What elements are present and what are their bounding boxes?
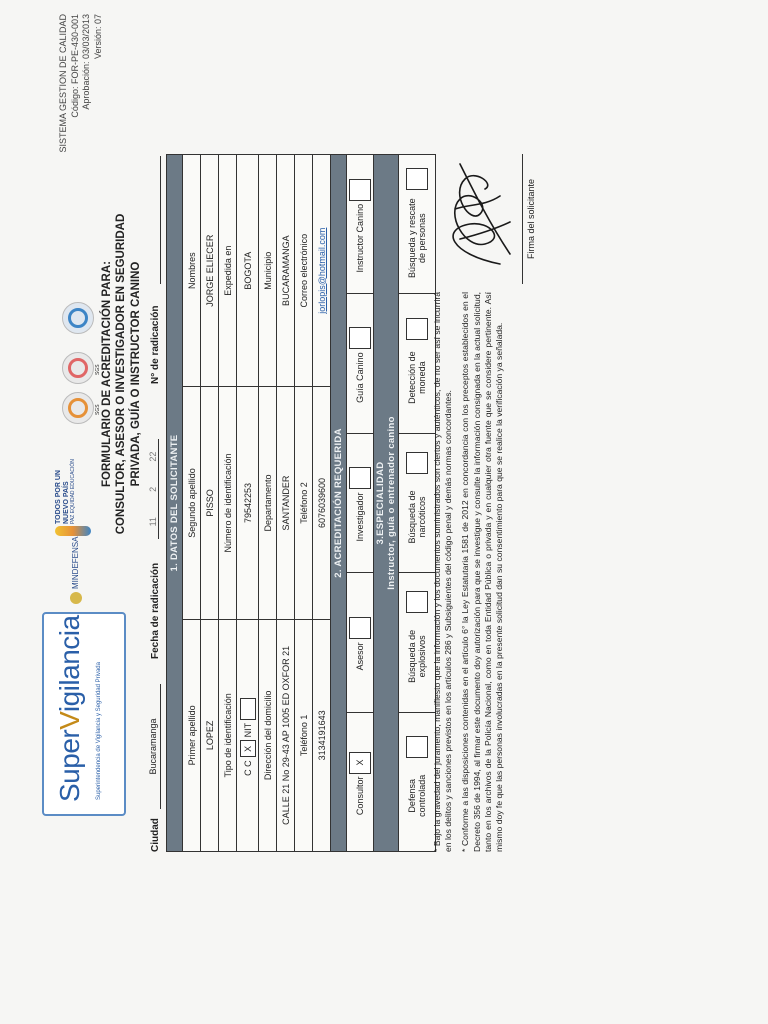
- date-month: 2: [148, 486, 158, 492]
- address-label: Dirección del domicilio: [259, 619, 276, 851]
- municipality-field[interactable]: BUCARAMANGA: [280, 235, 291, 306]
- instructor-canino-checkbox[interactable]: [349, 179, 371, 201]
- phone2-field[interactable]: 6076039600: [313, 386, 330, 618]
- busqueda-explosivos-checkbox[interactable]: [406, 591, 428, 613]
- section-2-header: 2. ACREDITACIÓN REQUERIDA: [331, 155, 347, 851]
- id-number-label: Número de identificación: [219, 386, 236, 618]
- city-field[interactable]: Bucaramanga: [148, 684, 161, 809]
- id-type-nit-label: NIT: [242, 722, 253, 738]
- values-row-id: [237, 155, 259, 851]
- application-form-table: [166, 154, 436, 852]
- labels-row-contact: [295, 155, 313, 851]
- oath-declaration: * Bajo la gravedad del juramento, manifiesto que la información y los documentos suministrados son ciertos y auténticos, de no ser así se incurrirá en los delitos y sanciones previstos en los artículos 286 y Subsiguientes del código penal y demás normas concordantes.: [432, 292, 454, 852]
- address-field[interactable]: CALLE 21 No 29-43 AP 1005 ED OXFOR 21: [277, 619, 294, 851]
- accreditation-options-row: [347, 155, 374, 851]
- guia-canino-checkbox[interactable]: [349, 327, 371, 349]
- option-asesor: Asesor: [347, 572, 373, 711]
- values-row-names: [201, 155, 219, 851]
- option-busqueda-explosivos: Búsqueda de explosivos: [399, 572, 435, 711]
- first-surname-field[interactable]: LOPEZ: [201, 619, 218, 851]
- municipality-label: Municipio: [262, 251, 273, 290]
- logo-brand-text: SuperVigilancia: [54, 615, 85, 802]
- department-field[interactable]: SANTANDER: [277, 386, 294, 618]
- declarations-text: [432, 292, 511, 852]
- mindefensa-logo: MINDEFENSA: [70, 534, 86, 604]
- quality-seal-icon: [62, 302, 94, 334]
- busqueda-rescate-checkbox[interactable]: [406, 168, 428, 190]
- option-investigador: Investigador: [347, 433, 373, 572]
- names-label: Nombres: [186, 252, 197, 289]
- labels-row-id: [219, 155, 237, 851]
- option-consultor: Consultor X: [347, 712, 373, 851]
- data-consent-declaration: * Conforme a las disposiciones contenidas en el artículo 6° la Ley Estatutaria 1581 de 2012 en concordancia con los preceptos establecidos en el Decreto 356 de 1994, al firmar este documento doy autorización para que se investigue y consulte la información consignada en la actual solicitud, tanto en los archivos de la Policía Nacional, como en toda Entidad Pública o privada y en cualquier otra fuente que se considere pertinente. Así mismo doy fe que las personas involucradas en la presente solicitud dan su consentimiento para que se realice la verificación ya señalada.: [460, 292, 504, 852]
- certification-seal-icon: SGS: [62, 392, 94, 424]
- id-type-cc-checkbox[interactable]: X: [240, 740, 256, 757]
- date-year: 22: [148, 451, 158, 462]
- issued-label: Expedida en: [222, 245, 233, 296]
- nuevo-pais-logo: TODOS POR UN NUEVO PAÍS PAZ EQUIDAD EDUCACIÓN: [55, 444, 95, 524]
- id-number-field[interactable]: 79542253: [237, 386, 258, 618]
- handwritten-signature: [430, 154, 522, 284]
- values-row-address: [277, 155, 295, 851]
- phone1-label: Teléfono 1: [295, 619, 312, 851]
- shield-icon: [70, 592, 82, 604]
- second-surname-label: Segundo apellido: [183, 386, 200, 618]
- option-guia-canino: Guía Canino: [347, 293, 373, 432]
- phone2-label: Teléfono 2: [295, 386, 312, 618]
- date-field[interactable]: [148, 439, 159, 539]
- radicado-label: N° de radicación: [150, 305, 161, 384]
- labels-row-address: [259, 155, 277, 851]
- section-1-header: 1. DATOS DEL SOLICITANTE: [167, 155, 183, 851]
- id-type-nit-checkbox[interactable]: [240, 698, 256, 720]
- option-instructor-canino: Instructor Canino: [347, 155, 373, 293]
- date-label: Fecha de radicación: [150, 562, 161, 659]
- asesor-checkbox[interactable]: [349, 617, 371, 639]
- second-surname-field[interactable]: PISSO: [201, 386, 218, 618]
- option-deteccion-moneda: Detección de moneda: [399, 293, 435, 432]
- date-day: 11: [148, 517, 158, 527]
- defensa-controlada-checkbox[interactable]: [406, 736, 428, 758]
- option-busqueda-rescate: Búsqueda y rescate de personas: [399, 155, 435, 293]
- radicado-field[interactable]: [148, 156, 161, 284]
- deteccion-moneda-checkbox[interactable]: [406, 318, 428, 340]
- id-type-cc-label: C C: [242, 760, 253, 776]
- id-type-label: Tipo de identificación: [219, 619, 236, 851]
- names-field[interactable]: JORGE ELIECER: [204, 234, 215, 307]
- city-label: Ciudad: [150, 818, 161, 852]
- investigador-checkbox[interactable]: [349, 467, 371, 489]
- labels-row-names: [183, 155, 201, 851]
- logo-subtitle: Superintendencia de Vigilancia y Seguridad Privada: [96, 662, 102, 800]
- signature-label: Firma del solicitante: [526, 178, 536, 260]
- email-field[interactable]: [313, 155, 330, 386]
- section-3-header: 3.ESPECIALIDAD Instructor, guía o entrenador canino: [374, 155, 399, 851]
- email-label: Correo electrónico: [298, 233, 309, 308]
- first-surname-label: Primer apellido: [183, 619, 200, 851]
- id-type-field: [237, 619, 258, 851]
- busqueda-narcoticos-checkbox[interactable]: [406, 452, 428, 474]
- phone1-field[interactable]: 3134191643: [313, 619, 330, 851]
- signature-area[interactable]: [430, 154, 550, 284]
- values-row-contact: [313, 155, 331, 851]
- option-busqueda-narcoticos: Búsqueda de narcóticos: [399, 433, 435, 572]
- option-defensa-controlada: Defensa controlada: [399, 712, 435, 851]
- department-label: Departamento: [259, 386, 276, 618]
- signature-line: [522, 154, 523, 284]
- certification-seal-icon: SGS: [62, 352, 94, 384]
- flag-swoosh-icon: [55, 526, 91, 536]
- supervigilancia-logo: [42, 612, 126, 816]
- form-title: FORMULARIO DE ACREDITACIÓN PARA: CONSULTOR, ASESOR O INVESTIGADOR EN SEGURIDAD PRIVADA, GUÍA O INSTRUCTOR CANINO: [101, 213, 142, 535]
- consultor-checkbox[interactable]: X: [349, 752, 371, 774]
- issued-field[interactable]: BOGOTA: [242, 251, 253, 290]
- email-link[interactable]: jorlopis@hotmail.com: [316, 227, 327, 314]
- quality-system-box: SISTEMA GESTION DE CALIDAD Código: FOR-PE-430-001 Aprobación: 03/03/2013 Versión: 07: [58, 14, 104, 153]
